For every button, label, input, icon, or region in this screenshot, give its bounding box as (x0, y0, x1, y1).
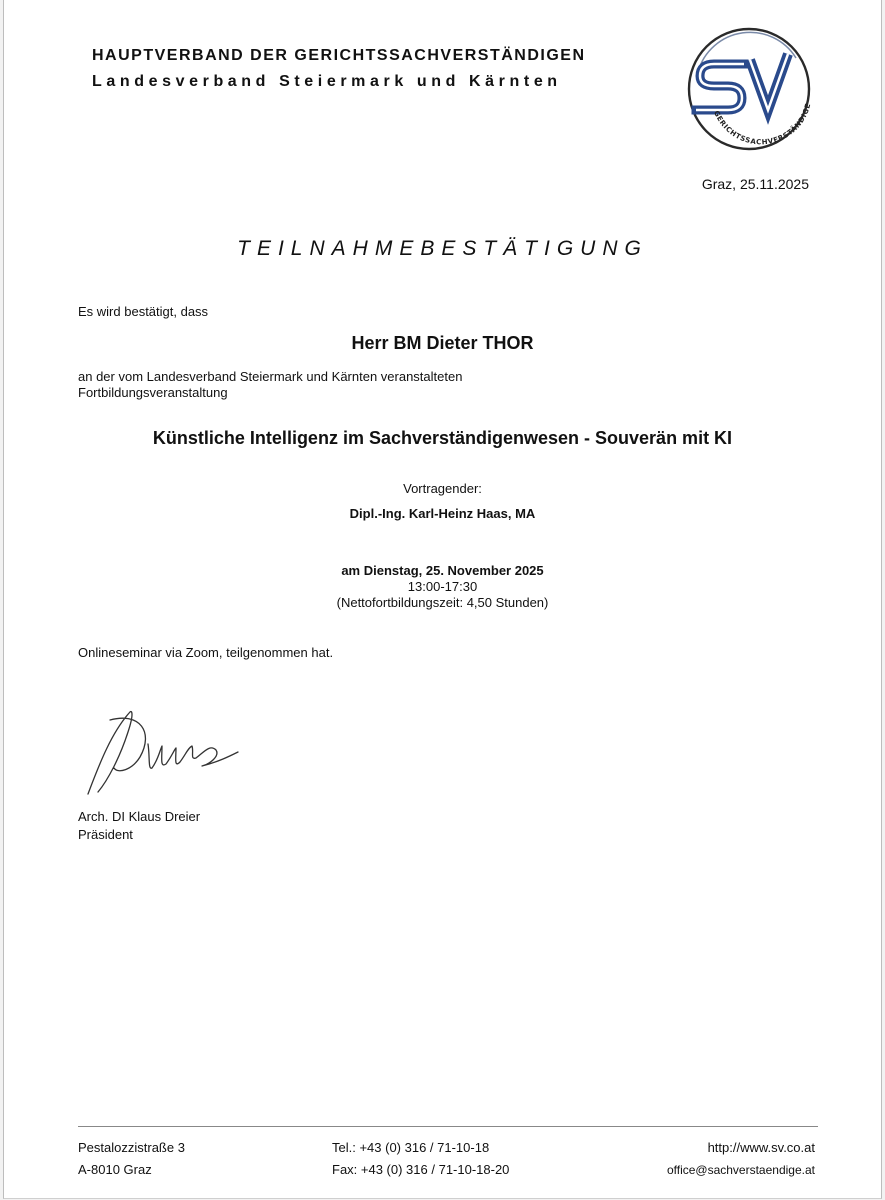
attendance-note: Onlineseminar via Zoom, teilgenommen hat. (78, 645, 334, 660)
footer-contact (667, 1137, 815, 1181)
document-page (3, 0, 882, 1199)
event-date: am Dienstag, 25. November 2025 (341, 563, 544, 578)
footer-address (78, 1137, 185, 1181)
event-description (78, 369, 638, 401)
intro-text: Es wird bestätigt, dass (78, 304, 209, 319)
footer-street: Pestalozzistraße 3 (78, 1140, 185, 1155)
organization-name: HAUPTVERBAND DER GERICHTSSACHVERSTÄNDIGEN (92, 47, 586, 64)
course-title: Künstliche Intelligenz im Sachverständigenwesen - Souverän mit KI (152, 428, 733, 448)
signer-role: Präsident (78, 827, 133, 842)
event-time: 13:00-17:30 (407, 579, 478, 594)
document-date: Graz, 25.11.2025 (701, 176, 809, 192)
event-description-line2: Fortbildungsveranstaltung (78, 385, 228, 400)
footer-phone (332, 1137, 509, 1181)
organization-subtitle: Landesverband Steiermark und Kärnten (92, 73, 562, 90)
signer-name: Arch. DI Klaus Dreier (78, 809, 201, 824)
event-duration: (Nettofortbildungszeit: 4,50 Stunden) (336, 595, 549, 610)
footer-email-link[interactable]: office@sachverstaendige.at (666, 1163, 815, 1177)
event-description-line1: an der vom Landesverband Steiermark und Kärnten veranstalteten (78, 369, 463, 384)
signer-block (78, 808, 200, 844)
footer-city: A-8010 Graz (78, 1162, 152, 1177)
sv-logo (684, 24, 814, 154)
footer-fax: Fax: +43 (0) 316 / 71-10-18-20 (332, 1162, 510, 1177)
signature (70, 702, 240, 802)
footer-web-link[interactable]: http://www.sv.co.at (707, 1140, 815, 1155)
document-title: TEILNAHMEBESTÄTIGUNG (237, 237, 648, 260)
footer-divider (78, 1126, 818, 1127)
logo-ring-text: GERICHTSSACHVERSTÄNDIGE (712, 102, 813, 147)
speaker-name: Dipl.-Ing. Karl-Heinz Haas, MA (349, 506, 536, 521)
footer-tel: Tel.: +43 (0) 316 / 71-10-18 (332, 1140, 490, 1155)
speaker-label: Vortragender: (403, 481, 482, 496)
participant-name: Herr BM Dieter THOR (351, 333, 534, 353)
